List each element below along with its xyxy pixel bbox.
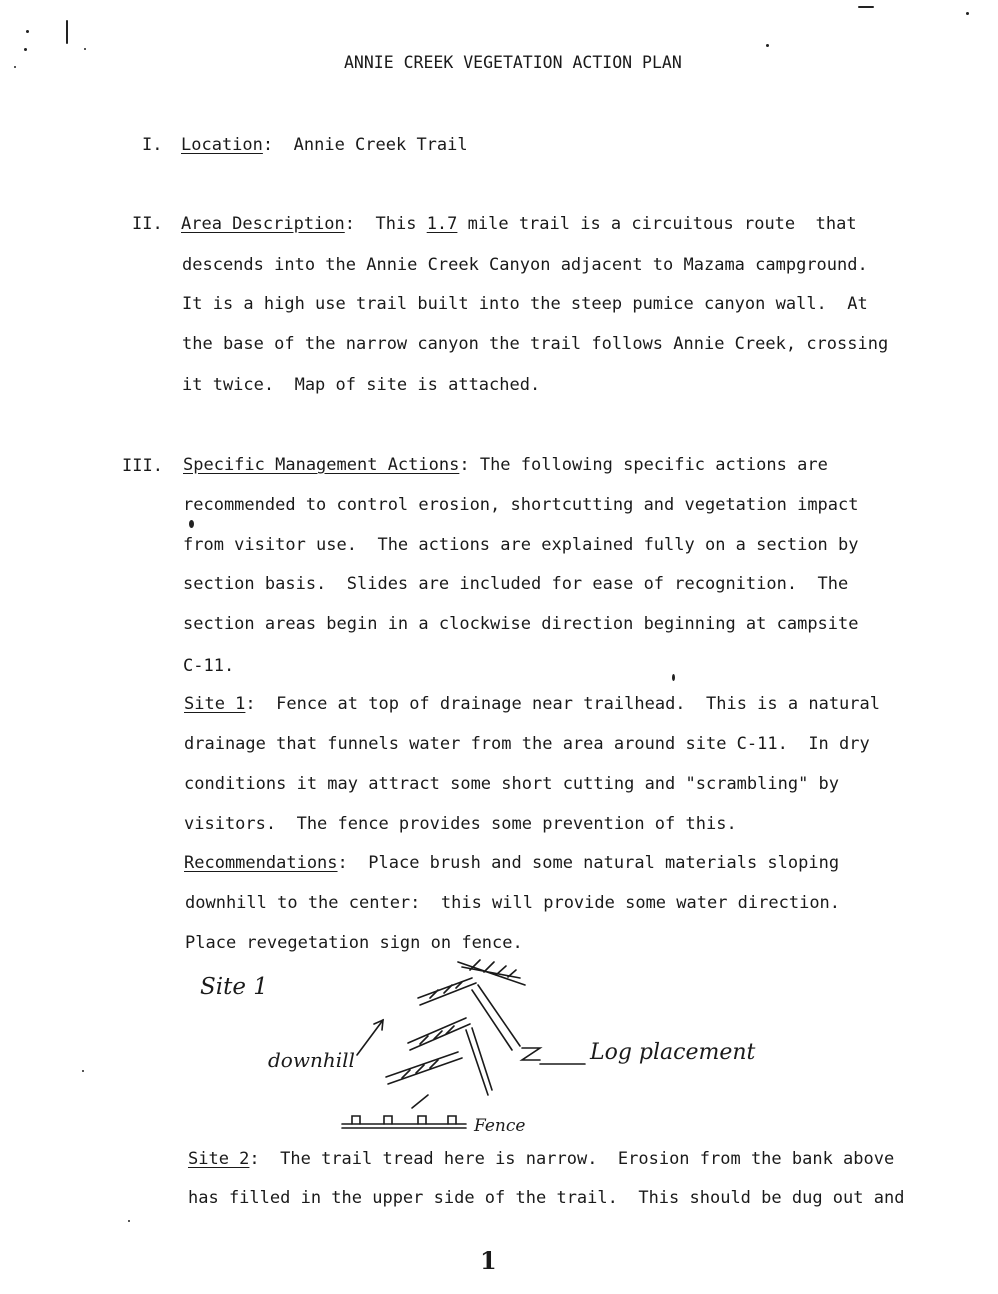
scan-speck bbox=[128, 1220, 130, 1222]
sketch-label-downhill: downhill bbox=[268, 1048, 355, 1072]
fence-rail bbox=[342, 1124, 466, 1128]
heading-separator: : bbox=[344, 214, 356, 234]
heading-separator: : bbox=[337, 853, 348, 873]
section-numeral: I. bbox=[142, 135, 163, 155]
site-heading: Site 2 bbox=[188, 1149, 250, 1169]
site-line bbox=[188, 1148, 894, 1170]
text-span: The following specific actions are bbox=[469, 455, 828, 475]
branch-log-3 bbox=[386, 1052, 462, 1084]
paragraph-line: conditions it may attract some short cutting and "scrambling" by bbox=[184, 774, 840, 794]
scan-speck bbox=[82, 1070, 84, 1072]
scan-speck bbox=[26, 30, 29, 33]
downhill-arrow bbox=[357, 1020, 383, 1055]
section-numeral: III. bbox=[122, 456, 163, 476]
scan-speck bbox=[966, 12, 969, 15]
section-heading: Area Description bbox=[181, 214, 345, 234]
paragraph-line: descends into the Annie Creek Canyon adjacent to Mazama campground. bbox=[182, 255, 868, 275]
heading-separator: : bbox=[245, 694, 256, 714]
paragraph-line: section basis. Slides are included for ease of recognition. The bbox=[183, 574, 849, 594]
scan-speck bbox=[84, 48, 86, 50]
scan-speck bbox=[14, 66, 16, 68]
heading-separator: : bbox=[249, 1149, 260, 1169]
section-heading: Specific Management Actions bbox=[183, 455, 460, 475]
scan-speck bbox=[189, 520, 194, 528]
text-span: Place brush and some natural materials sloping bbox=[347, 853, 840, 873]
section-numeral: II. bbox=[132, 214, 163, 234]
scan-speck bbox=[858, 6, 874, 8]
text-span: mile trail is a circuitous route that bbox=[457, 214, 857, 234]
fence-pointer bbox=[412, 1095, 428, 1108]
scan-speck bbox=[66, 20, 68, 44]
branch-log-1 bbox=[418, 978, 476, 1005]
text-span: The trail tread here is narrow. Erosion from the bank above bbox=[259, 1149, 895, 1169]
stem-1 bbox=[472, 985, 520, 1050]
fence-posts bbox=[352, 1116, 456, 1124]
sketch-label-log-placement: Log placement bbox=[590, 1040, 756, 1065]
page-title: ANNIE CREEK VEGETATION ACTION PLAN bbox=[344, 53, 682, 72]
site-heading: Site 1 bbox=[184, 694, 246, 714]
text-span: Fence at top of drainage near trailhead. This is a natural bbox=[255, 694, 880, 714]
section-heading: Location bbox=[181, 135, 263, 155]
stem-2 bbox=[466, 1028, 492, 1095]
scan-speck bbox=[766, 44, 769, 47]
heading-separator: : bbox=[459, 455, 470, 475]
recommendations-heading: Recommendations bbox=[184, 853, 338, 873]
paragraph-line: drainage that funnels water from the area around site C-11. In dry bbox=[184, 734, 870, 754]
section-text: Annie Creek Trail bbox=[293, 135, 468, 155]
scan-speck bbox=[24, 48, 27, 51]
text-span: This bbox=[375, 214, 427, 234]
paragraph-line: has filled in the upper side of the trail. This should be dug out and bbox=[188, 1188, 905, 1208]
paragraph-line: downhill to the center: this will provide some water direction. bbox=[185, 893, 841, 913]
paragraph-line: section areas begin in a clockwise direction beginning at campsite bbox=[183, 614, 859, 634]
heading-separator: : bbox=[262, 135, 274, 155]
paragraph-line: it twice. Map of site is attached. bbox=[182, 375, 541, 395]
sketch-label-fence: Fence bbox=[474, 1116, 526, 1136]
paragraph-line: visitors. The fence provides some prevention of this. bbox=[184, 814, 737, 834]
paragraph-line: C-11. bbox=[183, 656, 235, 676]
paragraph-line: Place revegetation sign on fence. bbox=[185, 933, 523, 953]
paragraph-line: It is a high use trail built into the steep pumice canyon wall. At bbox=[182, 294, 868, 314]
paragraph-line: from visitor use. The actions are explained fully on a section by bbox=[183, 535, 859, 555]
scan-speck bbox=[672, 674, 675, 681]
sketch-label-site: Site 1 bbox=[200, 974, 268, 1000]
log-mark bbox=[522, 1048, 540, 1060]
paragraph-line: the base of the narrow canyon the trail follows Annie Creek, crossing bbox=[182, 334, 889, 354]
page-number: 1 bbox=[480, 1246, 497, 1275]
trail-length: 1.7 bbox=[426, 214, 458, 234]
paragraph-line: recommended to control erosion, shortcutting and vegetation impact bbox=[183, 495, 859, 515]
